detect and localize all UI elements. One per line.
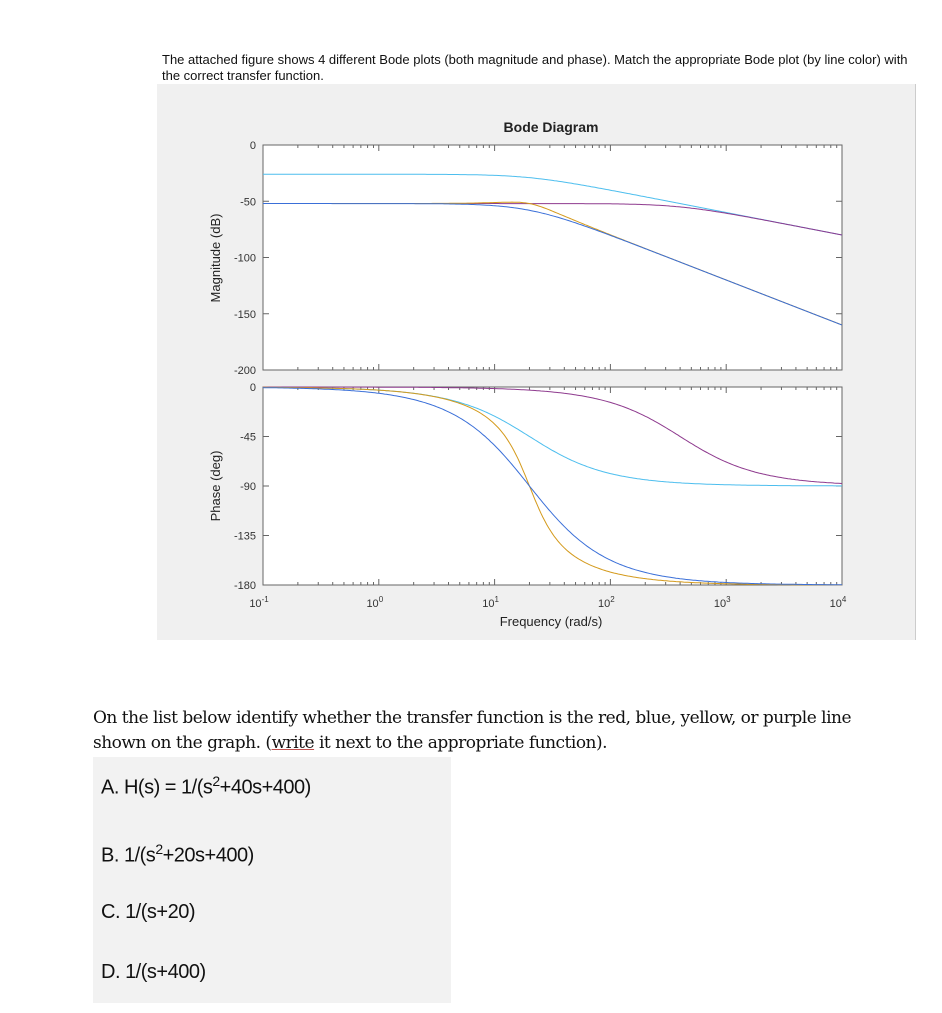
options-list — [93, 757, 451, 1003]
x-tick-label: $10^4$ — [829, 595, 847, 610]
option-c — [101, 901, 195, 924]
option-text: 1/(s+20) — [125, 901, 195, 923]
magnitude-axes — [263, 145, 842, 370]
phase-tick-label: -180 — [233, 580, 256, 592]
option-b — [101, 841, 254, 868]
mag-tick-label: 0 — [249, 140, 256, 152]
phase-axes — [263, 387, 842, 585]
option-text: 1/(s — [123, 844, 156, 867]
question-part2: it next to the appropriate function). — [314, 733, 608, 753]
option-text-post: +20s+400) — [162, 844, 254, 867]
question-part1: On the list below identify whether the transfer function is the red, blue, yellow, or purple line shown on the graph. ( — [93, 708, 852, 753]
option-letter: C. — [101, 901, 120, 923]
phase-tick-label: -90 — [240, 481, 256, 493]
question-text — [93, 706, 853, 756]
xlabel: Frequency (rad/s) — [499, 614, 603, 629]
option-text: H(s) = 1/(s — [123, 776, 213, 799]
phase-tick-label: 0 — [249, 382, 256, 394]
mag-tick-label: -200 — [233, 365, 256, 377]
option-d — [101, 961, 206, 984]
question-underlined: write — [271, 733, 315, 753]
x-tick-label: $10^1$ — [482, 595, 499, 610]
intro-text: The attached figure shows 4 different Bode plots (both magnitude and phase). Match the appropriate Bode plot (by line color) with the correct transfer function. — [162, 52, 908, 83]
x-tick-label: $10^2$ — [598, 595, 615, 610]
phase-ylabel: Phase (deg) — [208, 450, 223, 522]
x-tick-label: $10^0$ — [366, 595, 384, 610]
option-letter: B. — [101, 844, 119, 867]
x-tick-label: $10^3$ — [713, 595, 731, 610]
magnitude-ylabel: Magnitude (dB) — [208, 213, 223, 303]
option-text: 1/(s+400) — [125, 961, 206, 983]
option-letter: D. — [101, 961, 120, 983]
chart-title: Bode Diagram — [503, 119, 599, 135]
x-tick-label: $10^{-1}$ — [249, 595, 269, 610]
phase-tick-label: -45 — [240, 431, 256, 444]
option-text-post: +40s+400) — [219, 776, 311, 799]
mag-tick-label: -50 — [240, 196, 256, 209]
phase-tick-label: -135 — [233, 530, 256, 543]
mag-tick-label: -100 — [233, 252, 256, 265]
option-letter: A. — [101, 776, 119, 799]
option-a — [101, 773, 311, 800]
option-sup: 2 — [155, 841, 163, 857]
option-sup: 2 — [212, 773, 220, 789]
mag-tick-label: -150 — [233, 308, 256, 321]
